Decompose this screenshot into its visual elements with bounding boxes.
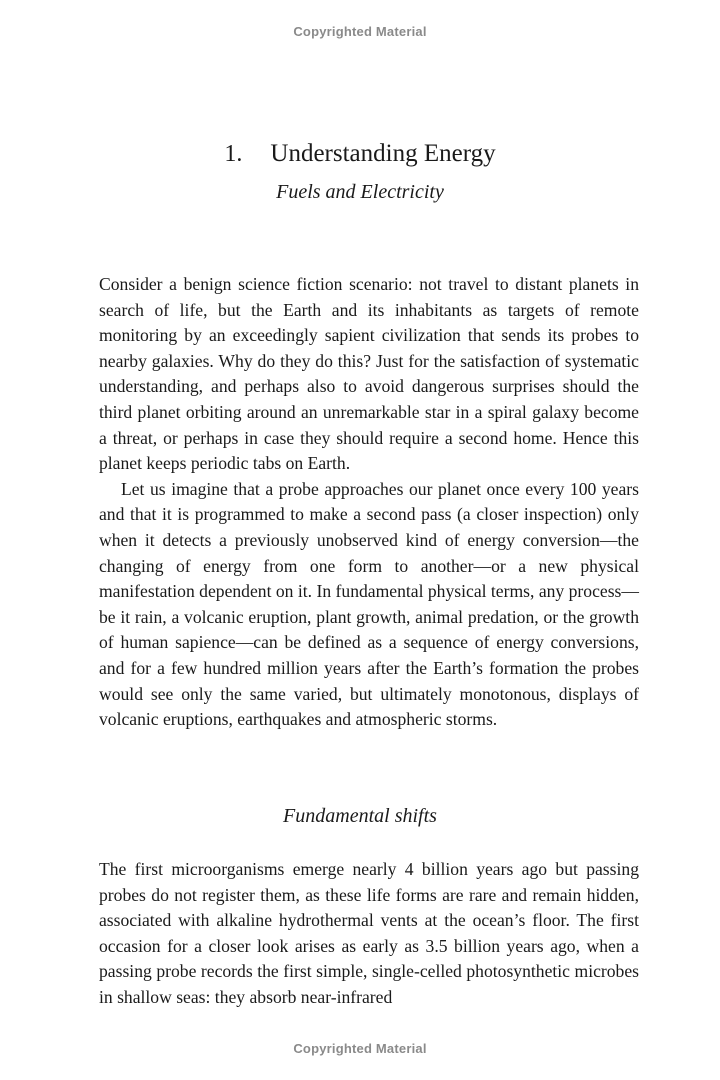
chapter-heading <box>0 140 720 168</box>
chapter-title: Understanding Energy <box>270 140 496 167</box>
body-paragraph-2: Let us imagine that a probe approaches our planet once every 100 years and that it is programmed to make a second pass (a closer inspection) only when it detects a previously unobserved kind of energy conversion—the changing of energy from one form to another—or a new physical manifestation dependent on it. In fundamental physical terms, any process—be it rain, a volcanic eruption, plant growth, animal predation, or the growth of human sapience—can be defined as a sequence of energy conversions, and for a few hundred million years after the Earth’s formation the probes would see only the same varied, but ultimately monotonous, displays of volcanic eruptions, earthquakes and atmospheric storms. <box>99 478 639 730</box>
section-paragraph: The first microorganisms emerge nearly 4 billion years ago but passing probes do not register them, as these life forms are rare and remain hidden, associated with alkaline hydrothermal vents at the ocean’s floor. The first occasion for a closer look arises as early as 3.5 billion years ago, when a passing probe records the first simple, single-celled photosynthetic microbes in shallow seas: they absorb near-infrared <box>99 859 639 1007</box>
copyright-watermark-bottom: Copyrighted Material <box>293 1041 427 1056</box>
body-paragraph-1: Consider a benign science fiction scenario: not travel to distant planets in search of life, but the Earth and its inhabitants as targets of remote monitoring by an exceedingly sapient civilization that sends its probes to nearby galaxies. Why do they do this? Just for the satisfaction of systematic understanding, and perhaps also to avoid dangerous surprises should the third planet orbiting around an unremarkable star in a spiral galaxy become a threat, or perhaps in case they should require a second home. Hence this planet keeps periodic tabs on Earth. <box>99 274 639 474</box>
chapter-body <box>99 272 639 733</box>
copyright-watermark-top: Copyrighted Material <box>293 24 427 39</box>
section-body <box>99 857 639 1011</box>
chapter-number: 1. <box>224 141 243 167</box>
section-heading: Fundamental shifts <box>283 805 437 827</box>
chapter-subtitle: Fuels and Electricity <box>276 181 444 203</box>
